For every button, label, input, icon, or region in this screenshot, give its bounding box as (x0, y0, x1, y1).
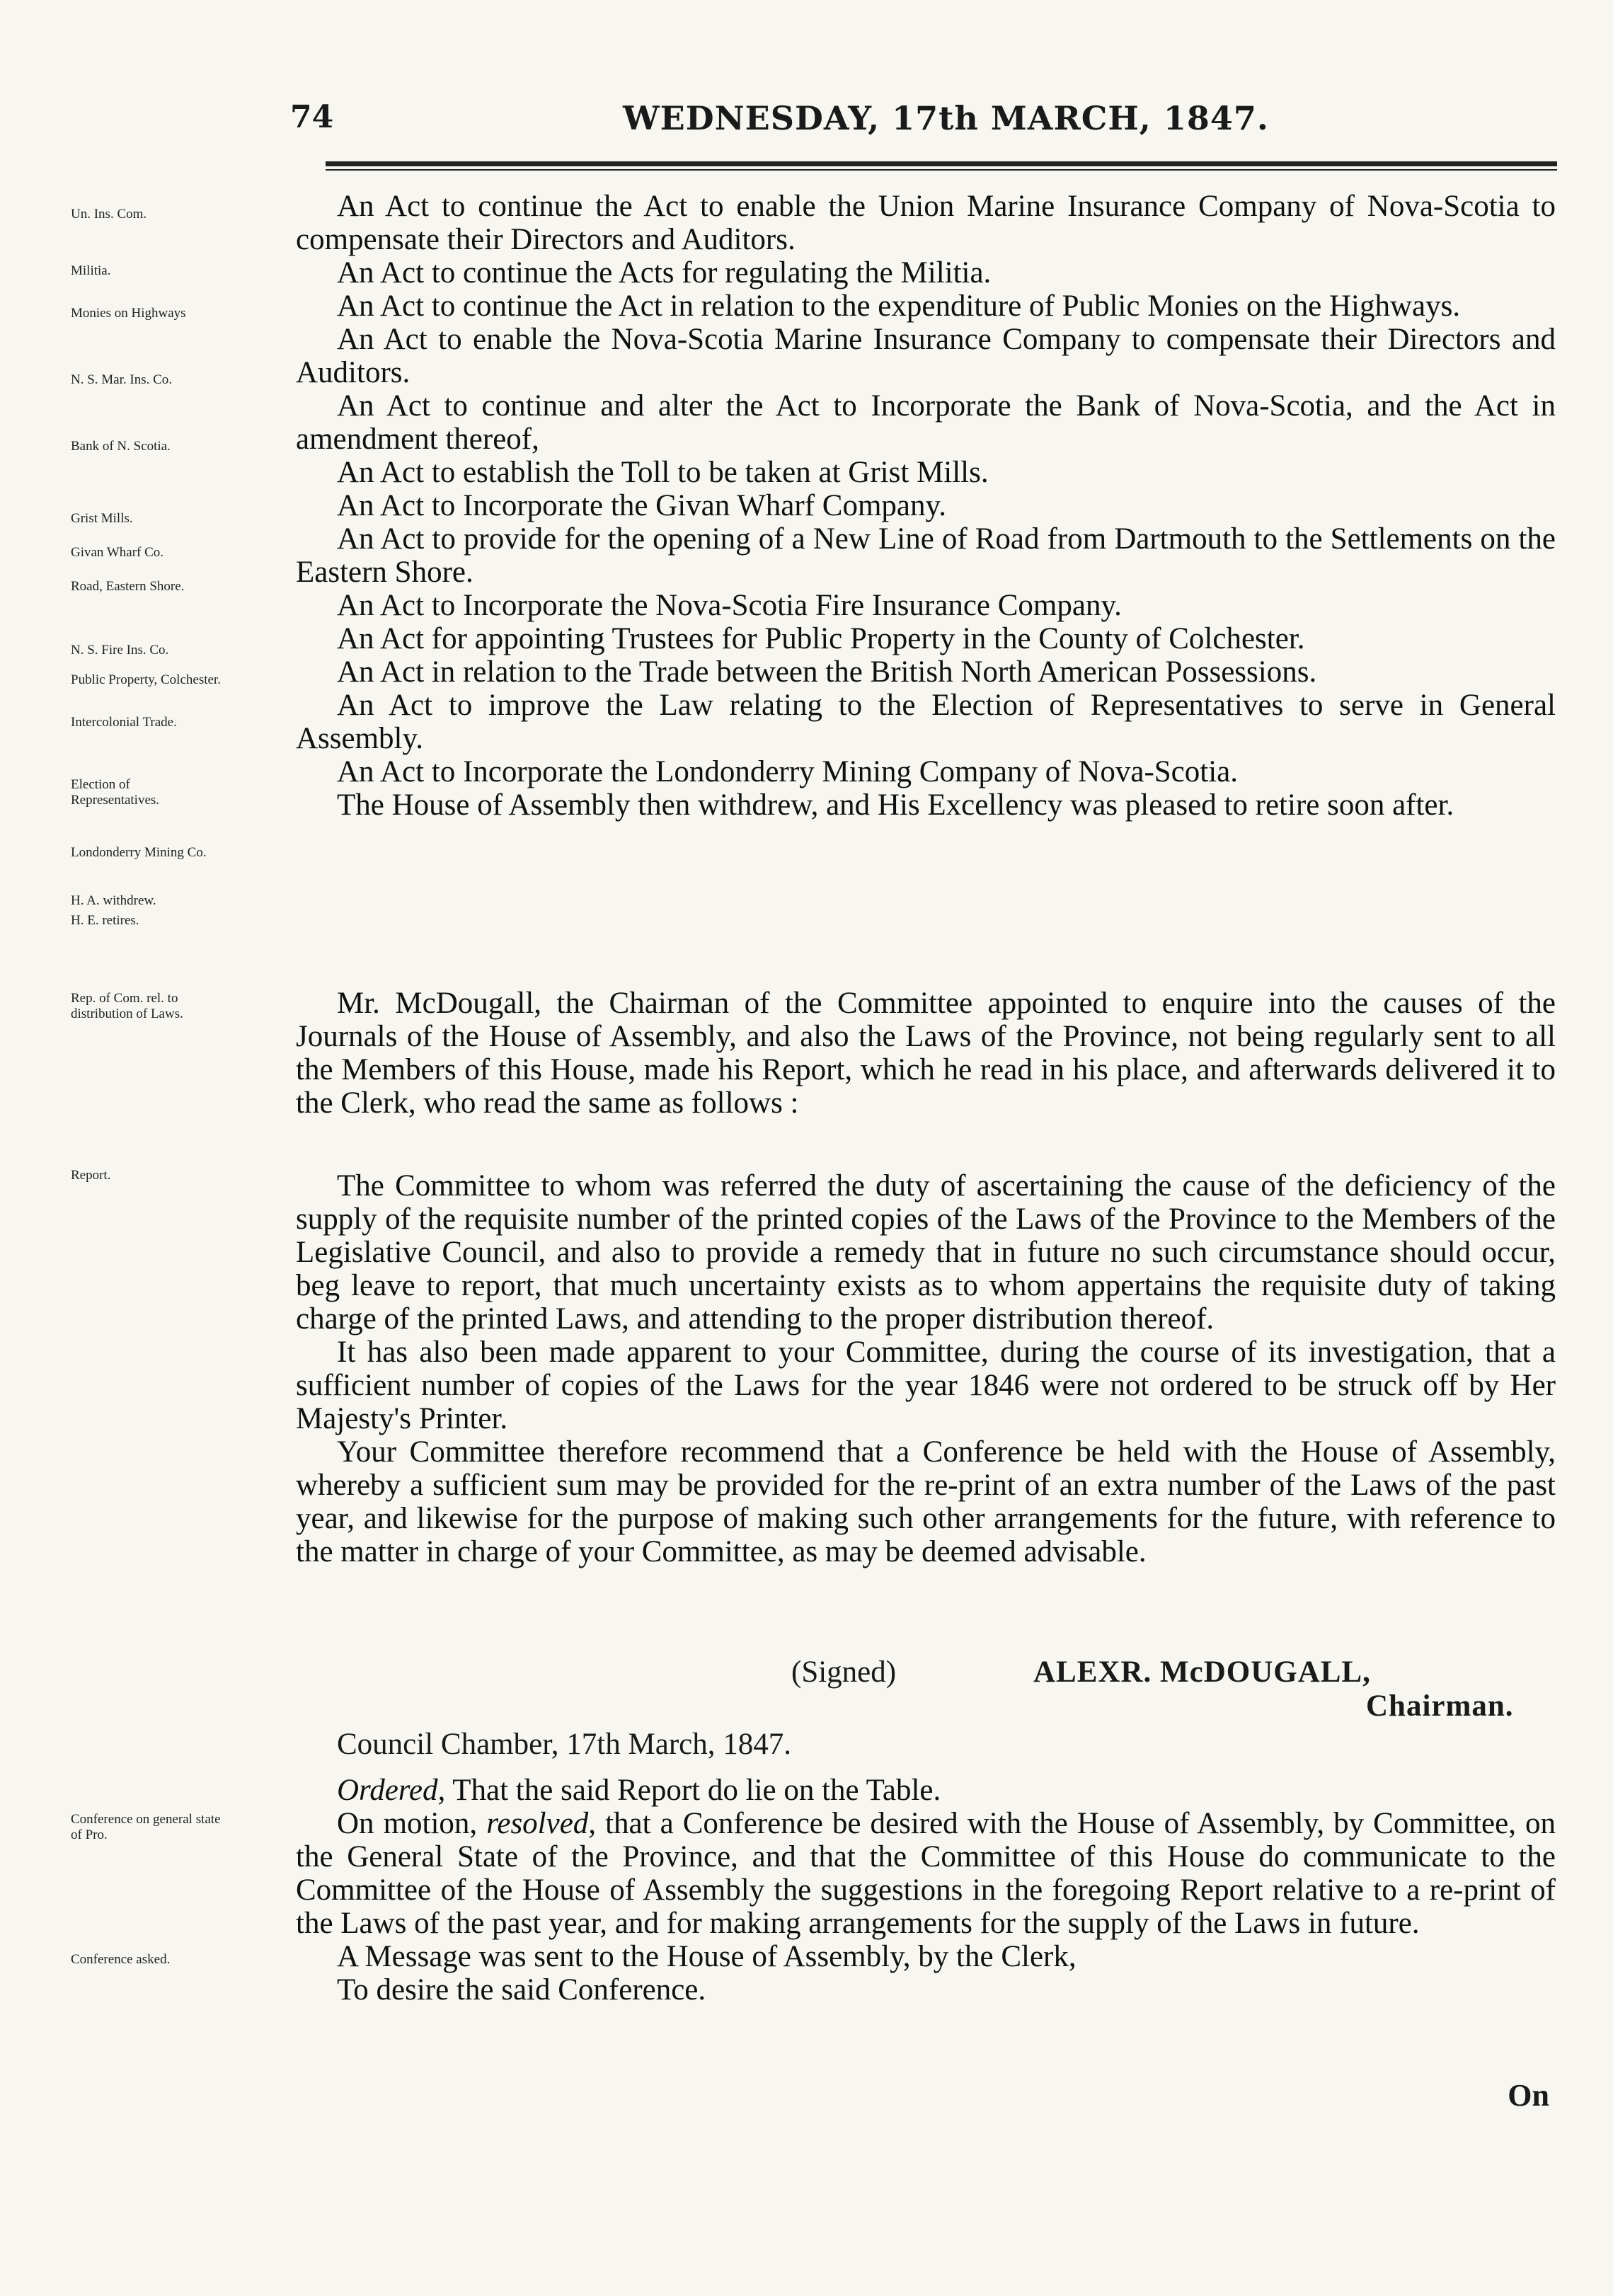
report-paragraph-3: Your Committee therefore recommend that a Conference be held with the House of Assembly, whereby a sufficient sum may be provided for the re-print of an extra number of the Laws of the past year, and likewise for the purpose of making such other arrangements for the future, with reference to the matter in charge of your Committee, as may be deemed advisable. (296, 1435, 1556, 1568)
margin-note: Un. Ins. Com. (71, 207, 147, 222)
margin-note: Report. (71, 1168, 111, 1183)
margin-note: H. E. retires. (71, 913, 139, 928)
margin-note: Intercolonial Trade. (71, 715, 177, 730)
margin-note: Election of Representatives. (71, 777, 160, 808)
signed-label: (Signed) (791, 1655, 897, 1689)
page-header (290, 99, 1564, 149)
conference-text: that a Conference be desired with the House of Assembly, by Committee, on the General State of the Province, and that the Committee of this House do communicate to the Committee of the House of Assembly the suggestions in the foregoing Report relative to a re-print of the Laws of the past year, and for making arrangements for the supply of the Laws in future. (296, 1807, 1556, 1940)
report-paragraph-1: The Committee to whom was referred the duty of ascertaining the cause of the deficiency of the supply of the requisite number of the printed copies of the Laws of the Province to the Members of the Legislative Council, and also to provide a remedy that in future no such circumstance should occur, beg leave to report, that much uncertainty exists as to whom appertains the requisite duty of taking charge of the printed Laws, and attending to the proper distribution thereof. (296, 1169, 1556, 1336)
withdrew-paragraph: The House of Assembly then withdrew, and His Excellency was pleased to retire soon after. (337, 788, 1454, 822)
margin-note: Conference on general state of Pro. (71, 1812, 221, 1842)
margin-note: Givan Wharf Co. (71, 545, 164, 560)
ordered-text: That the said Report do lie on the Table. (452, 1774, 941, 1807)
act-entry: An Act to continue the Act in relation to the expenditure of Public Monies on the Highways. (337, 289, 1461, 323)
margin-note: Public Property, Colchester. (71, 672, 221, 687)
margin-note: N. S. Mar. Ins. Co. (71, 372, 173, 387)
act-entry: An Act to Incorporate the Givan Wharf Company. (337, 489, 946, 522)
margin-note: Road, Eastern Shore. (71, 579, 185, 594)
margin-note: Monies on Highways (71, 306, 186, 321)
act-entry: An Act to continue and alter the Act to Incorporate the Bank of Nova-Scotia, and the Act in amendment thereof, (296, 389, 1556, 456)
act-entry: An Act in relation to the Trade between the British North American Possessions. (337, 655, 1317, 689)
act-entry: An Act to provide for the opening of a New Line of Road from Dartmouth to the Settlements on the Eastern Shore. (296, 522, 1556, 589)
header-rule (326, 161, 1557, 171)
report-intro-paragraph: Mr. McDougall, the Chairman of the Committee appointed to enquire into the causes of the Journals of the House of Assembly, and also the Laws of the Province, not being regularly sent to all the Members of this House, made his Report, which he read in his place, and afterwards delivered it to the Clerk, who read the same as follows : (296, 987, 1556, 1120)
conference-resolved: resolved, (486, 1807, 597, 1840)
act-entry: An Act to establish the Toll to be taken at Grist Mills. (337, 456, 989, 489)
report-body (296, 1169, 1556, 1568)
running-head: WEDNESDAY, 17th MARCH, 1847. (623, 99, 1269, 137)
message-line-2: To desire the said Conference. (337, 1973, 706, 2007)
report-intro (296, 987, 1556, 1120)
act-entry: An Act to enable the Nova-Scotia Marine Insurance Company to compensate their Directors and Auditors. (296, 323, 1556, 389)
signer-name: ALEXR. McDOUGALL, (1033, 1655, 1371, 1689)
act-entry: An Act to Incorporate the Londonderry Mining Company of Nova-Scotia. (337, 755, 1238, 788)
margin-note: N. S. Fire Ins. Co. (71, 643, 169, 658)
place-date: Council Chamber, 17th March, 1847. (337, 1728, 791, 1761)
signer-role: Chairman. (1366, 1689, 1514, 1723)
conference-paragraph (296, 1807, 1556, 1940)
acts-list (296, 190, 1556, 822)
ordered-paragraph (296, 1774, 1556, 1807)
margin-note: Bank of N. Scotia. (71, 439, 171, 454)
ordered-lead: Ordered, (337, 1774, 446, 1807)
catchword: On (1508, 2078, 1549, 2113)
page-number: 74 (290, 99, 334, 135)
act-entry: An Act to continue the Acts for regulating the Militia. (337, 256, 992, 289)
margin-note: H. A. withdrew. (71, 893, 156, 908)
margin-note: Londonderry Mining Co. (71, 845, 207, 860)
act-entry: An Act to continue the Act to enable the Union Marine Insurance Company of Nova-Scotia to compensate their Directors and Auditors. (296, 190, 1556, 256)
margin-note: Grist Mills. (71, 511, 133, 526)
act-entry: An Act to Incorporate the Nova-Scotia Fire Insurance Company. (337, 589, 1122, 622)
conference-lead: On motion, (337, 1807, 478, 1840)
margin-note: Conference asked. (71, 1952, 171, 1967)
report-paragraph-2: It has also been made apparent to your Committee, during the course of its investigation, that a sufficient number of copies of the Laws for the year 1846 were not ordered to be struck off by Her Majesty's Printer. (296, 1336, 1556, 1435)
act-entry: An Act for appointing Trustees for Public Property in the County of Colchester. (337, 622, 1305, 655)
margin-note: Rep. of Com. rel. to distribution of Laws. (71, 991, 183, 1021)
ordered-block (296, 1774, 1556, 2007)
message-line: A Message was sent to the House of Assembly, by the Clerk, (337, 1940, 1077, 1973)
margin-note: Militia. (71, 263, 111, 278)
act-entry: An Act to improve the Law relating to the Election of Representatives to serve in General Assembly. (296, 689, 1556, 755)
